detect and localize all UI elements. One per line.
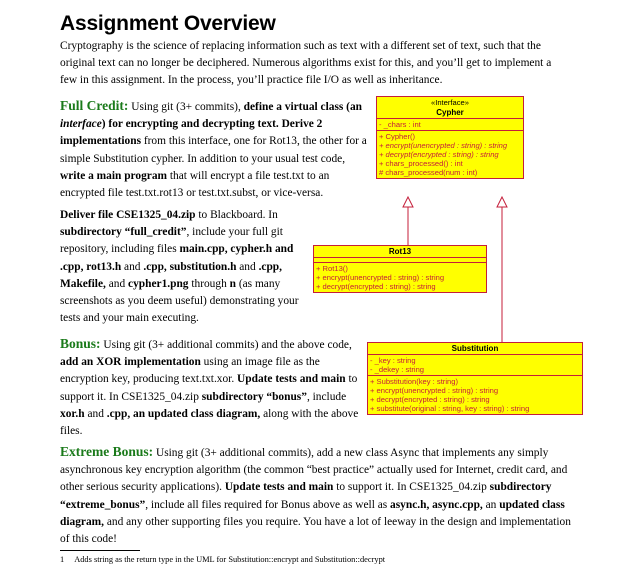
bonus-text-3: to support it. In CSE1325_04.zip <box>60 373 358 403</box>
deliver-bold-5: .cpp, Makefile, <box>60 260 282 290</box>
extreme-bold-4: updated class diagram, <box>60 498 565 528</box>
bonus-bold-3: subdirectory “bonus” <box>201 390 307 403</box>
full-credit-paragraph <box>60 97 368 202</box>
uml-substitution-name: Substitution <box>451 344 499 353</box>
full-credit-heading: Full Credit: <box>60 98 129 113</box>
extreme-text-4: an <box>482 498 500 511</box>
deliver-bold-4: .cpp, substitution.h <box>143 260 237 273</box>
extreme-bonus-heading: Extreme Bonus: <box>60 444 154 459</box>
full-credit-bold-3: write a main program <box>60 169 168 182</box>
deliver-bold-3: main.cpp, cypher.h and .cpp, rot13.h <box>60 243 294 273</box>
uml-method: # chars_processed(num : int) <box>379 168 478 177</box>
deliver-text-6: through <box>188 277 230 290</box>
extreme-text-5: and any other supporting files you require. You have a lot of leeway in the design and implementation of this code! <box>60 515 571 546</box>
substitution-inheritance-arrowhead <box>497 197 507 207</box>
footnote <box>60 555 385 564</box>
intro-paragraph: Cryptography is the science of replacing information such as text with a different set of text, such that the original text can no longer be deciphered. Numerous algorithms exist for this, and you’ll get to implement a few in this assignment. In the process, you’ll practice file I/O as well as inheritance. <box>60 40 552 87</box>
uml-method: + encrypt(unencrypted : string) : string <box>370 386 499 395</box>
uml-cypher-attributes <box>377 118 523 130</box>
deliver-text-7: (as many screenshots as you deem useful) demonstrating your tests and your main executing. <box>60 277 299 325</box>
footnote-text: Adds string as the return type in the UML for Substitution::encrypt and Substitution::decrypt <box>74 555 386 564</box>
uml-rot13-methods <box>314 262 486 292</box>
bonus-bold-1: add an XOR implementation <box>60 356 201 369</box>
bonus-bold-2: Update tests and main <box>237 373 346 386</box>
deliver-text-3: and <box>121 260 144 273</box>
uml-method: + Substitution(key : string) <box>370 377 458 386</box>
uml-method: + encrypt(unencrypted : string) : string <box>316 273 445 282</box>
page-title: Assignment Overview <box>60 12 276 35</box>
uml-class-substitution <box>367 342 583 415</box>
uml-rot13-name: Rot13 <box>388 247 412 256</box>
full-credit-interface-italic: interface <box>60 118 102 131</box>
uml-method: + decrypt(encrypted : string) : string <box>370 395 490 404</box>
extreme-bold-3: async.h, async.cpp, <box>390 498 483 511</box>
extreme-bold-1: Update tests and main <box>224 481 334 494</box>
deliver-text-2: , include your full git repository, including files <box>60 226 283 256</box>
uml-substitution-methods <box>368 375 582 414</box>
full-credit-bold-2: ) for encrypting and decrypting text. Derive 2 implementations <box>60 118 323 148</box>
bonus-text-1: Using git (3+ additional commits) and the above code, <box>100 339 352 351</box>
uml-cypher-stereotype: «Interface» <box>431 98 469 107</box>
uml-method: + decrypt(encrypted : string) : string <box>379 150 499 159</box>
full-credit-text-1: Using git (3+ commits), <box>128 101 244 113</box>
bonus-bold-4: xor.h <box>60 407 85 420</box>
deliver-text-1: to Blackboard. In <box>195 209 278 221</box>
uml-attribute: - _chars : int <box>379 120 421 129</box>
extreme-text-2: to support it. In CSE1325_04.zip <box>333 481 490 494</box>
uml-attribute: - _dekey : string <box>370 365 425 374</box>
uml-method: + encrypt(unencrypted : string) : string <box>379 141 508 150</box>
extreme-text-3: , include all files required for Bonus above as well as <box>145 498 391 511</box>
bonus-bold-5: .cpp, an updated class diagram, <box>106 407 261 420</box>
uml-method: + substitute(original : string, key : string) : string <box>370 404 530 413</box>
bonus-heading: Bonus: <box>60 336 101 351</box>
deliver-text-4: and <box>236 260 259 273</box>
bonus-paragraph <box>60 335 360 440</box>
uml-cypher-name: Cypher <box>436 108 464 117</box>
full-credit-bold-1: define a virtual class (an <box>243 101 362 113</box>
deliver-paragraph <box>60 207 308 327</box>
full-credit-text-2: from this interface, one for Rot13, the other for a simple Substitution cypher. In addition to your usual test code, <box>60 135 367 165</box>
deliver-text-5: and <box>105 277 129 290</box>
uml-substitution-attributes <box>368 354 582 375</box>
bonus-text-6: along with the above files. <box>60 407 359 438</box>
deliver-bold-1: Deliver file CSE1325_04.zip <box>60 209 196 221</box>
extreme-bold-2: subdirectory “extreme_bonus” <box>60 481 552 511</box>
uml-class-rot13 <box>313 245 487 293</box>
rot13-inheritance-arrowhead <box>403 197 413 207</box>
full-credit-text-3: that will encrypt a file test.txt to an encrypted file test.txt.rot13 or test.txt.subst, or vice-versa. <box>60 169 330 200</box>
uml-attribute: - _key : string <box>370 356 416 365</box>
uml-method: + Cypher() <box>379 132 416 141</box>
deliver-bold-7: n <box>229 277 236 290</box>
footnote-divider <box>60 550 140 551</box>
deliver-bold-6: cypher1.png <box>128 277 189 290</box>
uml-cypher-methods <box>377 130 523 178</box>
uml-method: + chars_processed() : int <box>379 159 463 168</box>
uml-method: + decrypt(encrypted : string) : string <box>316 282 436 291</box>
uml-method: + Rot13() <box>316 264 348 273</box>
bonus-text-4: , include <box>306 390 347 403</box>
extreme-bonus-paragraph <box>60 443 572 548</box>
bonus-text-5: and <box>84 407 107 420</box>
bonus-text-2: using an image file as the encryption key, producing text.txt.xor. <box>60 356 320 386</box>
extreme-text-1: Using git (3+ additional commits), add a new class Async that implements any simply asynchronous key encryption algorithm (the common “best practice” actually used for Internet, credit card, and other serious security applications). <box>60 447 568 494</box>
deliver-bold-2: subdirectory “full_credit” <box>60 226 187 239</box>
footnote-number: 1 <box>60 555 65 564</box>
uml-class-cypher <box>376 96 524 179</box>
